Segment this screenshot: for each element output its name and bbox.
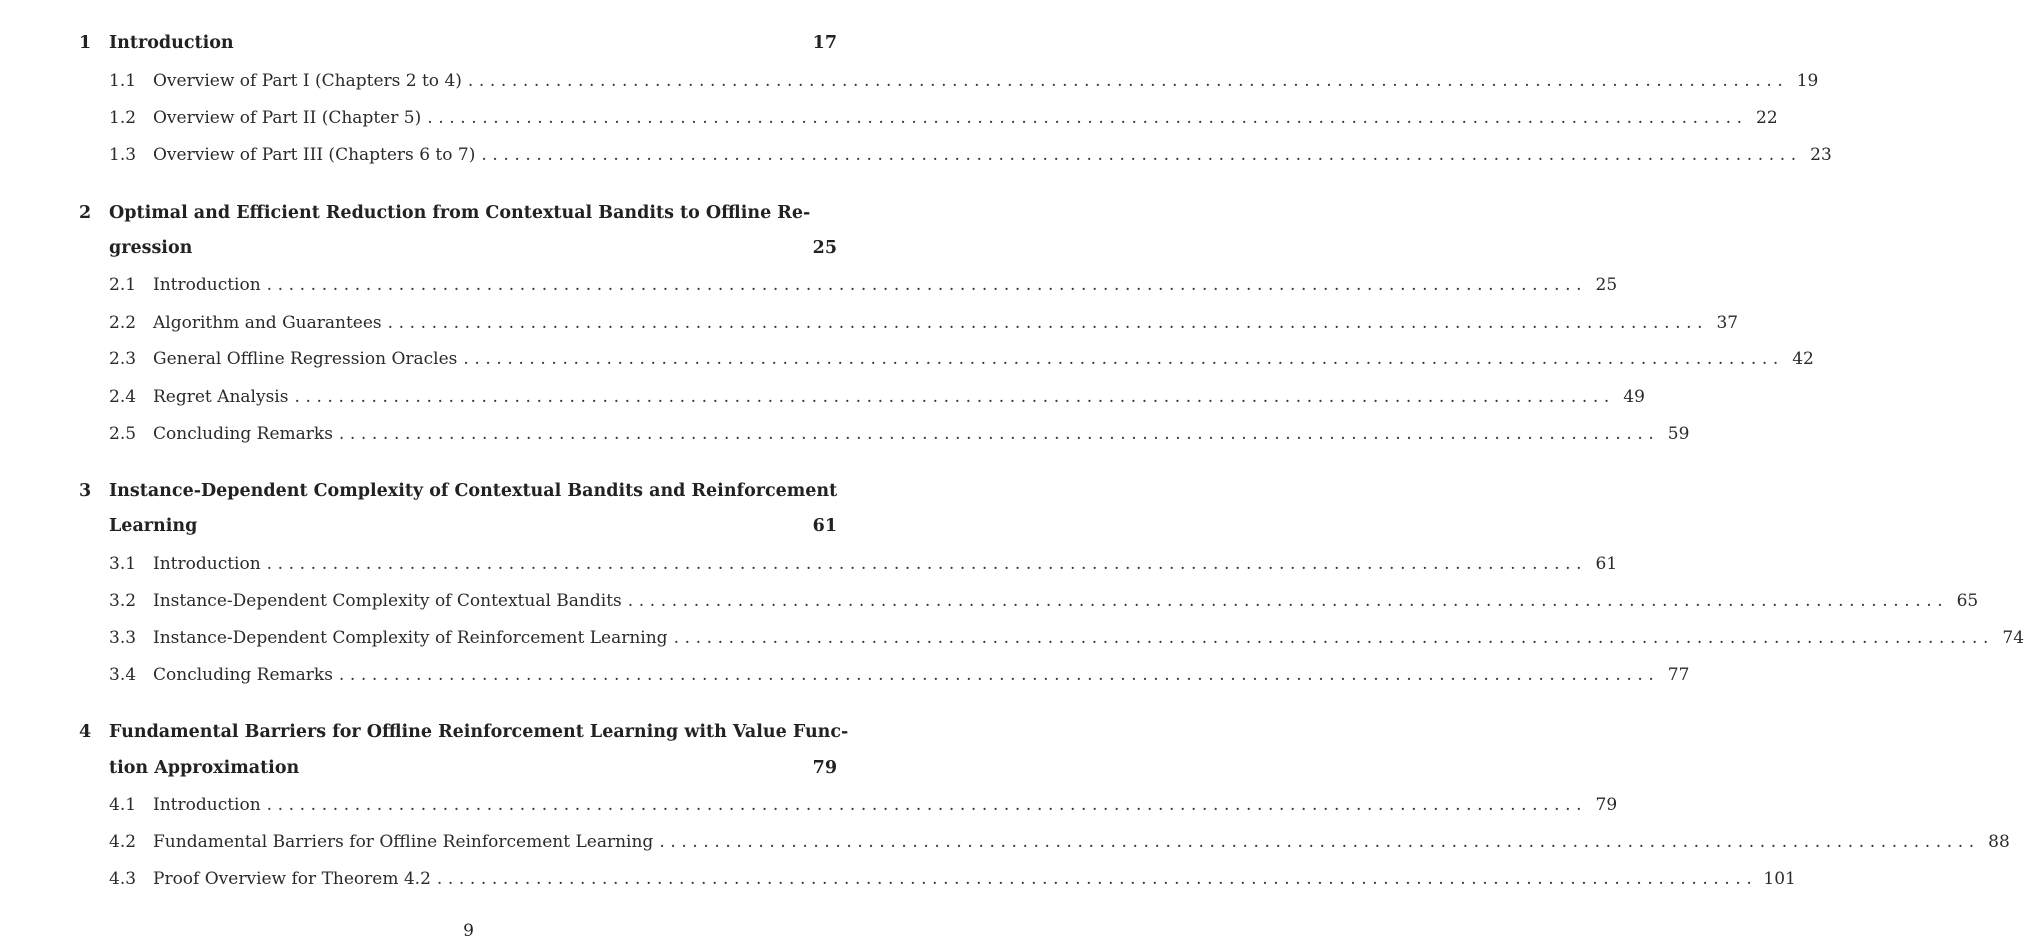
- section-number: 4.2: [109, 832, 137, 852]
- section-page[interactable]: 42: [1792, 349, 1814, 369]
- section-title[interactable]: Algorithm and Guarantees: [153, 313, 382, 333]
- section-page[interactable]: 61: [1595, 554, 1618, 574]
- section-page[interactable]: 49: [1623, 387, 1645, 407]
- section-number: 2.5: [109, 424, 137, 444]
- section-title[interactable]: Introduction: [153, 275, 261, 295]
- chapter-number: 4: [79, 722, 92, 742]
- section-title[interactable]: Introduction: [153, 554, 261, 574]
- section-page[interactable]: 88: [1988, 832, 2010, 852]
- section-number: 4.1: [109, 795, 137, 815]
- section-title[interactable]: Instance-Dependent Complexity of Reinforcement Learning: [153, 628, 668, 648]
- chapter-title[interactable]: Fundamental Barriers for Offline Reinforcement Learning with Value Func-: [109, 722, 849, 742]
- chapter-title[interactable]: Instance-Dependent Complexity of Contextual Bandits and Reinforcement: [109, 481, 838, 501]
- dot-leader: ........................................................................................................................: [266, 275, 1588, 295]
- section-number: 2.4: [109, 387, 137, 407]
- dot-leader: ........................................................................................................................: [481, 145, 1802, 165]
- section-title[interactable]: Proof Overview for Theorem 4.2: [153, 869, 431, 889]
- chapter-number: 1: [79, 33, 92, 53]
- chapter-title-continued[interactable]: Learning: [109, 516, 198, 536]
- dot-leader: ........................................................................................................................: [436, 869, 1758, 889]
- section-page[interactable]: 22: [1756, 108, 1778, 128]
- section-number: 1.1: [109, 71, 137, 91]
- chapter-number: 3: [79, 481, 92, 501]
- section-title[interactable]: Overview of Part II (Chapter 5): [153, 108, 422, 128]
- section-number: 1.2: [109, 108, 137, 128]
- chapter-page[interactable]: 25: [812, 238, 837, 258]
- dot-leader: ........................................................................................................................: [266, 554, 1588, 574]
- dot-leader: ........................................................................................................................: [673, 628, 1995, 648]
- section-number: 3.3: [109, 628, 137, 648]
- section-title[interactable]: Overview of Part I (Chapters 2 to 4): [153, 71, 462, 91]
- chapter-title-continued[interactable]: tion Approximation: [109, 758, 300, 778]
- section-title[interactable]: Concluding Remarks: [153, 424, 333, 444]
- chapter-page[interactable]: 79: [812, 758, 837, 778]
- dot-leader: ........................................................................................................................: [467, 71, 1789, 91]
- section-number: 3.2: [109, 591, 137, 611]
- dot-leader: ........................................................................................................................: [659, 832, 1980, 852]
- chapter-title[interactable]: Optimal and Efficient Reduction from Contextual Bandits to Offline Re-: [109, 203, 811, 223]
- section-page[interactable]: 25: [1595, 275, 1618, 295]
- section-title[interactable]: General Offline Regression Oracles: [153, 349, 458, 369]
- section-page[interactable]: 77: [1667, 665, 1690, 685]
- chapter-page[interactable]: 17: [812, 33, 837, 53]
- section-number: 3.1: [109, 554, 137, 574]
- dot-leader: ........................................................................................................................: [627, 591, 1949, 611]
- dot-leader: ........................................................................................................................: [338, 665, 1660, 685]
- section-page[interactable]: 19: [1796, 71, 1819, 91]
- section-number: 2.2: [109, 313, 137, 333]
- section-page[interactable]: 101: [1763, 869, 1796, 889]
- section-number: 4.3: [109, 869, 137, 889]
- section-number: 1.3: [109, 145, 137, 165]
- dot-leader: ........................................................................................................................: [338, 424, 1660, 444]
- section-title[interactable]: Regret Analysis: [153, 387, 289, 407]
- chapter-page[interactable]: 61: [812, 516, 837, 536]
- section-page[interactable]: 37: [1716, 313, 1739, 333]
- section-title[interactable]: Overview of Part III (Chapters 6 to 7): [153, 145, 476, 165]
- dot-leader: ........................................................................................................................: [266, 795, 1588, 815]
- section-title[interactable]: Introduction: [153, 795, 261, 815]
- dot-leader: ........................................................................................................................: [387, 313, 1709, 333]
- section-title[interactable]: Instance-Dependent Complexity of Contextual Bandits: [153, 591, 622, 611]
- page-number: 9: [463, 921, 474, 941]
- section-title[interactable]: Concluding Remarks: [153, 665, 333, 685]
- section-page[interactable]: 23: [1810, 145, 1832, 165]
- dot-leader: ........................................................................................................................: [294, 387, 1615, 407]
- chapter-number: 2: [79, 203, 92, 223]
- section-number: 2.3: [109, 349, 137, 369]
- section-page[interactable]: 59: [1667, 424, 1690, 444]
- section-page[interactable]: 74: [2002, 628, 2024, 648]
- chapter-title[interactable]: Introduction: [109, 33, 234, 53]
- section-page[interactable]: 79: [1595, 795, 1618, 815]
- section-page[interactable]: 65: [1956, 591, 1979, 611]
- section-number: 2.1: [109, 275, 137, 295]
- chapter-title-continued[interactable]: gression: [109, 238, 193, 258]
- dot-leader: ........................................................................................................................: [427, 108, 1748, 128]
- section-number: 3.4: [109, 665, 137, 685]
- dot-leader: ........................................................................................................................: [463, 349, 1784, 369]
- section-title[interactable]: Fundamental Barriers for Offline Reinforcement Learning: [153, 832, 654, 852]
